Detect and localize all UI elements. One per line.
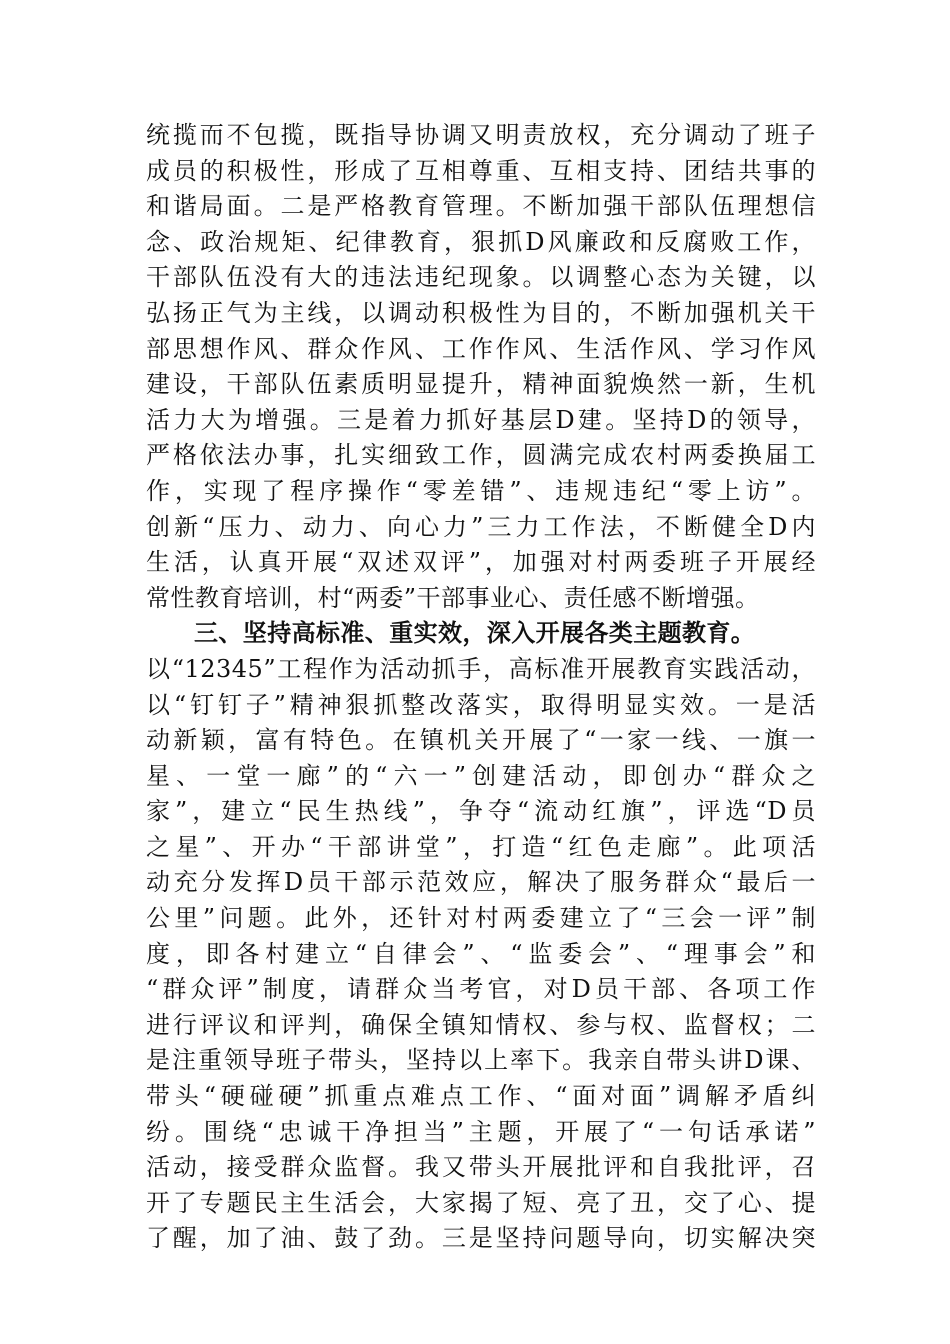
text-line: 统揽而不包揽，既指导协调又明责放权，充分调动了班子 — [146, 121, 816, 149]
text-line: 之星”、开办“干部讲堂”，打造“红色走廊”。此项活 — [146, 832, 816, 861]
text-line: 以“12345”工程作为活动抓手，高标准开展教育实践活动， — [146, 654, 816, 683]
text-line: 家”，建立“民生热线”，争夺“流动红旗”，评选“D员 — [146, 797, 816, 826]
text-line: 活力大为增强。三是着力抓好基层D建。坚持D的领导， — [146, 405, 816, 434]
text-line: 开了专题民主生活会，大家揭了短、亮了丑，交了心、提 — [146, 1188, 816, 1217]
text-line: 带头“硬碰硬”抓重点难点工作、“面对面”调解矛盾纠 — [146, 1082, 816, 1111]
text-line: 以“钉钉子”精神狠抓整改落实，取得明显实效。一是活 — [146, 690, 816, 719]
text-line: 星、一堂一廊”的“六一”创建活动，即创办“群众之 — [146, 761, 816, 790]
text-line: 部思想作风、群众作风、工作作风、生活作风、学习作风 — [146, 334, 816, 363]
text-line: 动新颖，富有特色。在镇机关开展了“一家一线、一旗一 — [146, 726, 816, 755]
text-line: 常性教育培训，村“两委”干部事业心、责任感不断增强。 — [146, 583, 760, 612]
text-line: 作，实现了程序操作“零差错”、违规违纪“零上访”。 — [146, 476, 816, 505]
text-line: 创新“压力、动力、向心力”三力工作法，不断健全D内 — [146, 512, 816, 541]
text-line: “群众评”制度，请群众当考官，对D员干部、各项工作 — [146, 975, 816, 1004]
text-line: 念、政治规矩、纪律教育，狠抓D风廉政和反腐败工作， — [146, 227, 816, 256]
text-line: 动充分发挥D员干部示范效应，解决了服务群众“最后一 — [146, 868, 816, 897]
text-line: 生活，认真开展“双述双评”，加强对村两委班子开展经 — [146, 548, 816, 577]
text-line: 是注重领导班子带头，坚持以上率下。我亲自带头讲D课、 — [146, 1046, 816, 1075]
text-line: 活动，接受群众监督。我又带头开展批评和自我批评，召 — [146, 1153, 816, 1182]
text-line: 度，即各村建立“自律会”、“监委会”、“理事会”和 — [146, 939, 816, 968]
text-line: 成员的积极性，形成了互相尊重、互相支持、团结共事的 — [146, 156, 816, 185]
section-heading: 三、坚持高标准、重实效，深入开展各类主题教育。 — [194, 619, 756, 648]
text-line: 进行评议和评判，确保全镇知情权、参与权、监督权；二 — [146, 1010, 816, 1039]
text-line: 建设，干部队伍素质明显提升，精神面貌焕然一新，生机 — [146, 370, 816, 399]
text-line: 了醒，加了油、鼓了劲。三是坚持问题导向，切实解决突 — [146, 1224, 816, 1253]
text-line: 和谐局面。二是严格教育管理。不断加强干部队伍理想信 — [146, 192, 816, 221]
text-line: 公里”问题。此外，还针对村两委建立了“三会一评”制 — [146, 904, 816, 933]
text-line: 严格依法办事，扎实细致工作，圆满完成农村两委换届工 — [146, 441, 816, 470]
body-text — [146, 118, 816, 1257]
text-line: 弘扬正气为主线，以调动积极性为目的，不断加强机关干 — [146, 298, 816, 327]
text-line: 干部队伍没有大的违法违纪现象。以调整心态为关键，以 — [146, 263, 816, 292]
text-line: 纷。围绕“忠诚干净担当”主题，开展了“一句话承诺” — [146, 1117, 816, 1146]
